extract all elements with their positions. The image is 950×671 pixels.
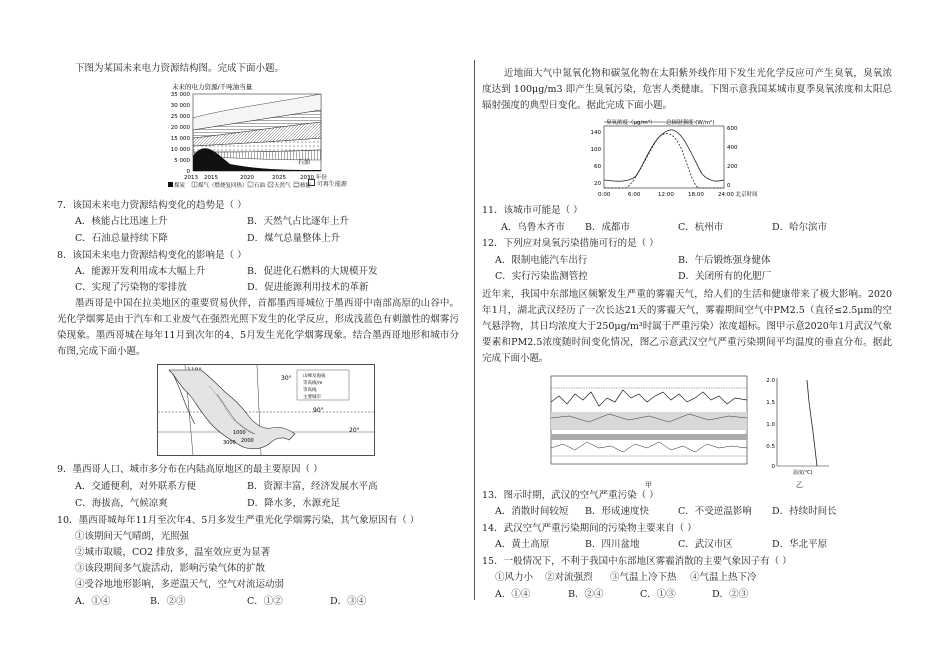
- q10-statement-1: ①该期间天气晴朗，光照强: [75, 531, 190, 542]
- q9-option-b[interactable]: B．资源丰富，经济发展水平高: [247, 481, 378, 492]
- ytick: 1.0: [766, 422, 775, 428]
- question-13-stem: 13．图示时期，武汉的空气严重污染（ ）: [482, 490, 659, 501]
- wuhan-temperature-profile: [763, 372, 835, 480]
- ytick-right: 600: [727, 126, 738, 132]
- q15-option-b[interactable]: B．②④: [568, 589, 604, 600]
- q14-option-d[interactable]: D．华北平原: [772, 539, 828, 550]
- legend-renewable: [308, 178, 347, 191]
- q14-option-a[interactable]: A．黄土高原: [495, 539, 550, 550]
- question-14-stem: 14．武汉空气严重污染期间的污染物主要来自（ ）: [482, 523, 697, 534]
- question-8-stem: 8．该国未来电力资源结构变化的影响是（ ）: [57, 250, 247, 261]
- map-lat-30: 30°: [281, 375, 292, 382]
- xtick: 18:00: [688, 192, 704, 198]
- power-structure-chart: [160, 80, 330, 192]
- q8-option-d[interactable]: D．促进能源利用技术的革新: [247, 282, 369, 293]
- map-val-1000: 1000: [233, 430, 246, 436]
- legend-ozone: 臭氧浓度（μg/m³）: [606, 120, 656, 126]
- q15-option-a[interactable]: A．①④: [495, 589, 531, 600]
- chart2-frame: [604, 126, 724, 188]
- ytick: 10 000: [170, 147, 190, 153]
- q10-option-d[interactable]: D．③④: [330, 596, 367, 607]
- ytick-left: 140: [590, 130, 601, 136]
- q8-option-c[interactable]: C．实现了污染物的零排放: [75, 282, 187, 293]
- figure-jia-label: 甲: [645, 481, 652, 489]
- intro-mexico: 墨西哥是中国在拉美地区的重要贸易伙伴，首都墨西哥城位于墨西哥中南部高原的山谷中。光化学烟雾是由于汽车和工业废气在强烈光照下发生的化学反应，形成浅蓝色有刺激性的烟雾污染现象。墨西哥城在每年11月到次年的4、5月发生光化学烟雾现象。结合墨西哥地形和城市分布图,完成下面小题。: [57, 298, 459, 357]
- ytick: 35 000: [170, 92, 190, 98]
- ytick: 0: [771, 464, 775, 470]
- map-legend-2: 等高线/m: [303, 381, 323, 386]
- ytick-left: 100: [590, 147, 601, 153]
- ytick: 2.0: [766, 378, 775, 384]
- map-legend-3: 主要城市: [303, 395, 321, 400]
- chart1-ylabel: 未来的电力资源/千吨油当量: [172, 83, 253, 91]
- q11-option-b[interactable]: B．成都市: [585, 222, 630, 233]
- pm25-series: [551, 390, 747, 406]
- xtick: 2020: [240, 175, 254, 181]
- map-val-3000: 3000: [223, 440, 236, 446]
- q13-option-c[interactable]: C．不受逆温影响: [678, 506, 752, 517]
- map-lat-20: 20°: [349, 427, 360, 434]
- intro-ozone: 近地面大气中氮氧化物和碳氢化物在太阳紫外线作用下发生光化学反应可产生臭氧，臭氧浓度达到 100μg/m3 即产生臭氧污染，危害人类健康。下图示意我国某城市夏季臭氧浓度和太阳总辐射强度的典型日变化。据此完成下面小题。: [482, 68, 892, 111]
- q13-option-b[interactable]: B．形成速度快: [585, 506, 649, 517]
- map-legend-1: 山峰及海拔: [303, 374, 326, 379]
- ytick-right: 400: [727, 145, 738, 151]
- legend-renewable-label: 可再生能源: [316, 181, 347, 188]
- q12-option-b[interactable]: B．午后锻炼强身健体: [678, 255, 771, 266]
- q9-option-d[interactable]: D．降水多，水源充足: [247, 498, 341, 509]
- chart2-xticks: [598, 190, 758, 198]
- q10-statement-2: ②城市取暖，CO2 排放多，温室效应更为显著: [75, 547, 271, 558]
- figure-yi-label: 乙: [796, 481, 803, 489]
- q7-option-a[interactable]: A．核能占比迅速上升: [75, 216, 168, 227]
- oil-label: 石油: [298, 159, 311, 166]
- ozone-curve: [604, 130, 724, 181]
- legend-oil: 石油: [254, 183, 266, 189]
- ytick-right: 0: [727, 183, 731, 189]
- ytick: 0.5: [766, 444, 775, 450]
- ytick: 1.5: [766, 400, 775, 406]
- chart1-xticks: [184, 173, 327, 181]
- question-9-stem: 9．墨西哥人口、城市多分布在内陆高原地区的最主要原因（ ）: [57, 464, 323, 475]
- q7-option-b[interactable]: B．天然气占比逐年上升: [247, 216, 349, 227]
- q10-statement-3: ③该段期间多气旋活动，影响污染气体的扩散: [75, 563, 266, 574]
- q9-option-c[interactable]: C．海拔高，气候凉爽: [75, 498, 168, 509]
- xtick: 2015: [204, 175, 218, 181]
- ytick: 15 000: [170, 136, 190, 142]
- q14-option-c[interactable]: C．武汉市区: [678, 539, 733, 550]
- legend-gas: 煤气（燃烧复回热）: [198, 183, 248, 189]
- q15-option-c[interactable]: C．①③: [640, 589, 676, 600]
- legend-natural-gas: 天然气: [274, 183, 291, 189]
- q11-option-d[interactable]: D．哈尔滨市: [772, 222, 828, 233]
- intro-wuhan-haze: 近年来，我国中东部地区频繁发生严重的雾霾天气，给人们的生活和健康带来了极大影响。2020年1月，湖北武汉经历了一次长达21天的雾霾天气，雾霾期间空气中PM2.5（直径≤2.5μm的空气悬浮物，其日均浓度大于250μg/m³时属于严重污染）浓度超标。图甲示意2020年1月武汉气象要素和PM2.5浓度随时间变化情况，图乙示意武汉空气严重污染期间平均温度的垂直分布。据此完成下面小题。: [482, 289, 892, 364]
- q7-option-c[interactable]: C．石油总量持续下降: [75, 233, 168, 244]
- yi-yticks: [766, 378, 775, 470]
- question-12-stem: 12．下列应对臭氧污染措施可行的是（ ）: [482, 238, 659, 249]
- q12-option-c[interactable]: C．实行污染监测管控: [495, 271, 588, 282]
- xtick: 2025: [272, 175, 286, 181]
- ytick: 30 000: [170, 103, 190, 109]
- chart1-yticks: [171, 92, 191, 175]
- q12-option-a[interactable]: A．限制电能汽车出行: [495, 255, 588, 266]
- radiation-curve: [604, 134, 724, 188]
- legend-coal: 煤炭: [174, 183, 186, 189]
- xtick: 2030 年份: [300, 175, 327, 181]
- ytick: 0: [186, 169, 190, 175]
- q10-option-c[interactable]: C．①②: [247, 596, 283, 607]
- xtick: 2013: [184, 175, 198, 181]
- q15-option-d[interactable]: D．②③: [712, 589, 749, 600]
- q11-option-c[interactable]: C．杭州市: [678, 222, 724, 233]
- legend-nuclear: 核能: [300, 183, 312, 189]
- xtick: 24:00 北京时间: [718, 192, 758, 198]
- wind-band: [551, 412, 747, 430]
- ytick: 20 000: [170, 125, 190, 131]
- q10-statement-4: ④受谷地地形影响，多逆温天气，空气对流运动弱: [75, 579, 285, 590]
- ytick-left: 20: [594, 181, 601, 187]
- ozone-radiation-chart: [574, 116, 784, 200]
- q10-option-b[interactable]: B．②③: [150, 596, 186, 607]
- xtick: 0:00: [598, 192, 611, 198]
- wuhan-timeseries-chart: [539, 372, 753, 480]
- q8-option-b[interactable]: B．促进化石燃料的大规模开发: [247, 266, 378, 277]
- question-7-stem: 7．该国未来电力资源结构变化的趋势是（ ）: [57, 200, 247, 211]
- ytick-left: 60: [594, 164, 601, 170]
- q9-option-a[interactable]: A．交通便利，对外联系方便: [75, 481, 196, 492]
- humidity-band: [551, 434, 747, 440]
- q7-option-d[interactable]: D．煤气总量整体上升: [247, 233, 341, 244]
- chart1-legend: [168, 181, 312, 189]
- yi-xlabel: 温度(℃): [793, 470, 813, 476]
- q15-statement-4: ④气温上热下冷: [690, 572, 757, 583]
- q10-option-a[interactable]: A．①④: [75, 596, 111, 607]
- temperature-profile-curve: [807, 380, 817, 466]
- q14-option-b[interactable]: B．四川盆地: [585, 539, 640, 550]
- map-lon-90: 90°: [313, 407, 324, 414]
- question-10-stem: 10．墨西哥城每年11月至次年4、5月多发生严重光化学烟雾污染，其气象原因有（ ）: [57, 515, 420, 526]
- map-legend-title: 等高线: [303, 388, 317, 393]
- q11-option-a[interactable]: A．乌鲁木齐市: [501, 222, 565, 233]
- question-15-stem: 15．一般情况下，不利于我国中东部地区雾霾消散的主要气象因子有（ ）: [482, 556, 792, 567]
- q13-option-a[interactable]: A．消散时间较短: [495, 506, 569, 517]
- q15-statement-2: ②对流强烈: [545, 572, 593, 583]
- q15-statement-3: ③气温上冷下热: [610, 572, 677, 583]
- ytick: 25 000: [170, 114, 190, 120]
- q15-statement-1: ①风力小: [495, 572, 534, 583]
- intro-power-chart: 下图为某国未来电力资源结构图。完成下面小题。: [75, 63, 285, 74]
- xtick: 6:00: [628, 192, 641, 198]
- xtick: 12:00: [658, 192, 674, 198]
- ytick: 5 000: [174, 158, 190, 164]
- q13-option-d[interactable]: D．持续时间长: [772, 506, 837, 517]
- ytick-right: 200: [727, 164, 738, 170]
- chart2-yright: [727, 126, 738, 189]
- column-divider: [474, 60, 475, 600]
- mexico-map: [157, 364, 375, 456]
- q8-option-a[interactable]: A．能源开发利用成本大幅上升: [75, 266, 206, 277]
- question-11-stem: 11．该城市可能是（ ）: [482, 205, 583, 216]
- temperature-series: [551, 442, 747, 452]
- q12-option-d[interactable]: D．关闭所有的化肥厂: [678, 271, 772, 282]
- chart2-yleft: [591, 130, 602, 187]
- legend-radiation: 总辐射强度 (W/m²): [666, 120, 715, 126]
- map-val-2000: 2000: [241, 438, 254, 444]
